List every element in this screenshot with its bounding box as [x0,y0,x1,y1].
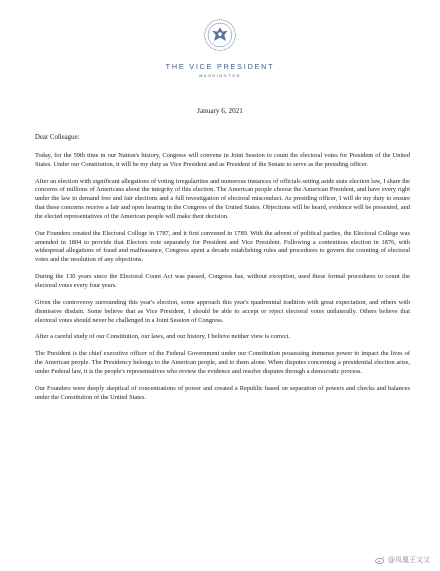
paragraph: The President is the chief executive officer of the Federal Government under our Constitution possessing immense power to impact the lives of the American people. The Presidency belongs to the American people, and to them alone. When disputes concerning a presidential election arise, under Federal law, it is the people's representatives who review the evidence and resolve disputes through a democratic process. [35,350,410,376]
letterhead [0,18,440,78]
paragraph: After a careful study of our Constitution, our laws, and our history, I believe neither view is correct. [35,333,290,341]
watermark [375,555,430,565]
paragraph: During the 130 years since the Electoral Count Act was passed, Congress has, without exception, used these formal procedures to count the electoral votes every four years. [35,273,410,289]
paragraph: Our Founders were deeply skeptical of concentrations of power and created a Republic based on separation of powers and checks and balances under the Constitution of the United States. [35,385,410,401]
weibo-icon [375,556,385,564]
paragraph: Our Founders created the Electoral College in 1787, and it first convened in 1789. With the advent of political parties, the Electoral College was amended in 1804 to provide that Electors vote separately for President and Vice President. Following a contentious election in 1876, with widespread allegations of fraud and malfeasance, Congress spent a decade establishing rules and procedures to govern the counting of electoral votes and the resolution of any objections. [35,229,410,264]
paragraph: After an election with significant allegations of voting irregularities and numerous instances of officials setting aside state election law, I share the concerns of millions of Americans about the integrity of this election. The American people choose the American President, and have every right under the law to demand free and fair elections and a full investigation of electoral misconduct. As presiding officer, I will do my duty to ensure that these concerns receive a fair and open hearing in the Congress of the United States. Objections will be heard, evidence will be presented, and the elected representatives of the American people will make their decision. [35,177,410,220]
paragraph: Given the controversy surrounding this year's election, some approach this year's quadrennial tradition with great expectation, and others with dismissive disdain. Some believe that as Vice President, I should be able to accept or reject electoral votes unilaterally. Others believe that electoral votes should never be challenged in a Joint Session of Congress. [35,298,410,324]
letter-body [35,134,410,411]
watermark-text: @凤凰王又又 [388,556,430,564]
paragraph: Today, for the 59th time in our Nation's history, Congress will convene in Joint Session to count the electoral votes for President of the United States. Under our Constitution, it will be my duty as Vice President and as President of the Senate to serve as the presiding officer. [35,151,410,168]
letterhead-city: WASHINGTON [199,74,241,78]
letter-date: January 6, 2021 [197,107,243,115]
vice-president-seal-icon [203,18,237,52]
letterhead-office: THE VICE PRESIDENT [165,62,275,71]
salutation: Dear Colleague: [35,134,80,141]
